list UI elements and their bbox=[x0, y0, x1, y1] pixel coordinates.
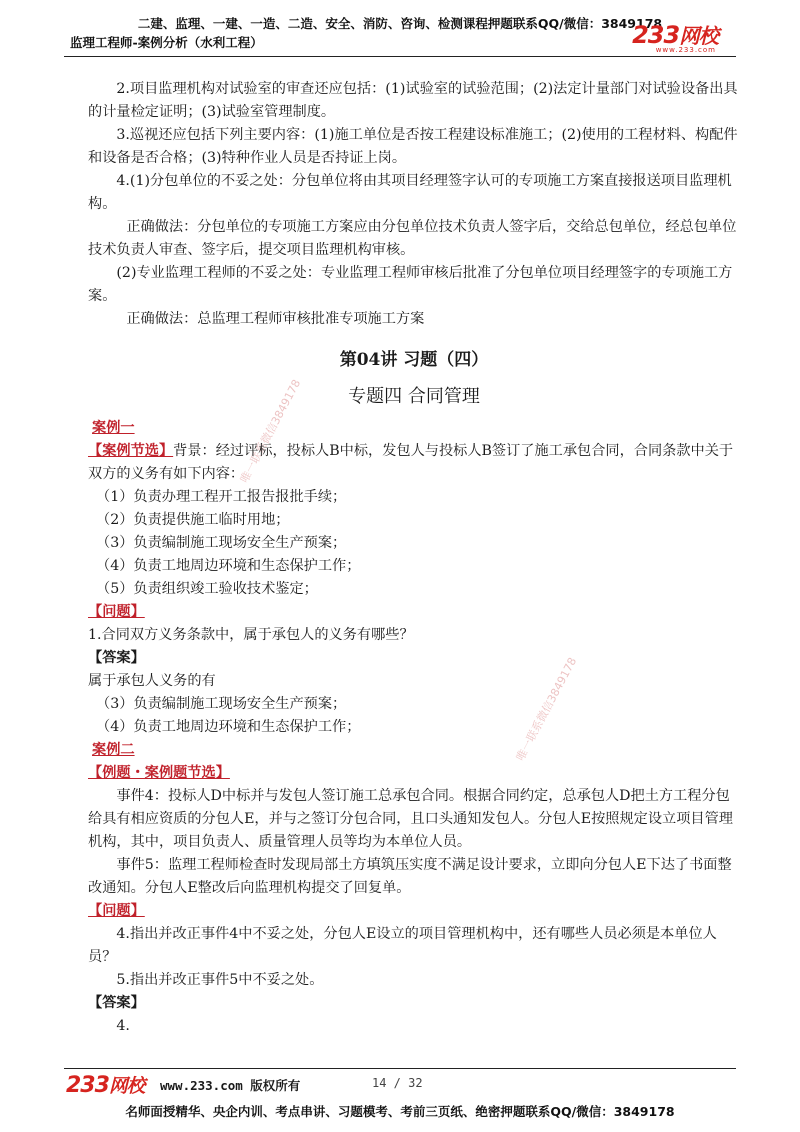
answer-tag: 【答案】 bbox=[88, 650, 145, 666]
case1-label: 案例一 bbox=[92, 420, 135, 436]
event-5: 事件5：监理工程师检查时发现局部土方填筑压实度不满足设计要求，立即向分包人E下达了书面整改通知。分包人E整改后向监理机构提交了回复单。 bbox=[88, 857, 732, 896]
footer-divider bbox=[64, 1068, 736, 1069]
page-number: 14 / 32 bbox=[372, 1076, 423, 1090]
paragraph: 正确做法：总监理工程师审核批准专项施工方案 bbox=[126, 311, 425, 327]
question-heading bbox=[88, 900, 740, 923]
question: 4.指出并改正事件4中不妥之处，分包人E设立的项目管理机构中，还有哪些人员必须是本单位人员？ bbox=[88, 926, 717, 965]
case2-tag-line bbox=[88, 762, 740, 785]
question-tag: 【问题】 bbox=[88, 604, 145, 620]
question-tag: 【问题】 bbox=[88, 903, 145, 919]
question-heading bbox=[88, 601, 740, 624]
question: 1.合同双方义务条款中，属于承包人的义务有哪些？ bbox=[88, 627, 414, 643]
watermark: 唯一联系微信3849178 bbox=[513, 655, 580, 764]
paragraph: (2)专业监理工程师的不妥之处：专业监理工程师审核后批准了分包单位项目经理签字的专项施工方案。 bbox=[88, 265, 733, 304]
answer: 4. bbox=[116, 1018, 130, 1034]
paragraph: 4.(1)分包单位的不妥之处：分包单位将由其项目经理签字认可的专项施工方案直接报送项目监理机构。 bbox=[88, 173, 732, 212]
doc-subtitle: 监理工程师-案例分析（水利工程） bbox=[70, 35, 263, 50]
case-label bbox=[88, 417, 740, 440]
lecture-title: 第04讲 习题（四） bbox=[339, 350, 489, 370]
footer-logo-text: 网校 bbox=[108, 1076, 145, 1097]
paragraph: 正确做法：分包单位的专项施工方案应由分包单位技术负责人签字后，交给总包单位，经总包单位技术负责人审查、签字后，提交项目监理机构审核。 bbox=[88, 219, 737, 258]
logo-number: 233 bbox=[632, 21, 680, 49]
watermark: 唯一联系微信3849178 bbox=[237, 377, 304, 486]
list-item: （5）负责组织竣工验收技术鉴定； bbox=[96, 581, 318, 597]
logo-text: 网校 bbox=[679, 24, 718, 48]
case1-tag: 【案例节选】 bbox=[88, 443, 174, 459]
case1-text: 背景：经过评标，投标人B中标，发包人与投标人B签订了施工承包合同，合同条款中关于双方的义务有如下内容： bbox=[88, 443, 734, 482]
case-label bbox=[88, 739, 740, 762]
footer-logo bbox=[66, 1071, 144, 1098]
header-divider bbox=[64, 56, 736, 57]
event-4: 事件4：投标人D中标并与发包人签订施工总承包合同。根据合同约定，总承包人D把土方工程分包给具有相应资质的分包人E，并与之签订分包合同，且口头通知发包人。分包人E按照规定设立项目管理机构，其中，项目负责人、质量管理人员等均为本单位人员。 bbox=[88, 788, 733, 850]
document-body bbox=[88, 78, 740, 1038]
footer-promo: 名师面授精华、央企内训、考点串讲、习题模考、考前三页纸、绝密押题联系QQ/微信：3849178 bbox=[125, 1104, 675, 1119]
list-item: （2）负责提供施工临时用地； bbox=[96, 512, 290, 528]
case2-tag: 【例题・案例题节选】 bbox=[88, 765, 230, 781]
paragraph: 2.项目监理机构对试验室的审查还应包括：(1)试验室的试验范围；(2)法定计量部门对试验设备出具的计量检定证明；(3)试验室管理制度。 bbox=[88, 81, 738, 120]
brand-logo bbox=[632, 20, 718, 49]
case1-background bbox=[88, 440, 740, 486]
list-item: （3）负责编制施工现场安全生产预案； bbox=[96, 535, 347, 551]
answer-intro: 属于承包人义务的有 bbox=[88, 673, 216, 689]
list-item: （4）负责工地周边环境和生态保护工作； bbox=[96, 719, 361, 735]
logo-url: www.233.com bbox=[655, 46, 716, 54]
paragraph: 3.巡视还应包括下列主要内容：(1)施工单位是否按工程建设标准施工；(2)使用的工程材料、构配件和设备是否合格；(3)特种作业人员是否持证上岗。 bbox=[88, 127, 738, 166]
footer-site: www.233.com 版权所有 bbox=[160, 1078, 301, 1093]
answer-tag: 【答案】 bbox=[88, 995, 145, 1011]
list-item: （1）负责办理工程开工报告报批手续； bbox=[96, 489, 347, 505]
list-item: （3）负责编制施工现场安全生产预案； bbox=[96, 696, 347, 712]
topic-title: 专题四 合同管理 bbox=[348, 386, 480, 407]
header-promo: 二建、监理、一建、一造、二造、安全、消防、咨询、检测课程押题联系QQ/微信：3849178 bbox=[137, 16, 663, 31]
list-item: （4）负责工地周边环境和生态保护工作； bbox=[96, 558, 361, 574]
case2-label: 案例二 bbox=[92, 742, 135, 758]
footer-logo-number: 233 bbox=[66, 1073, 109, 1098]
question: 5.指出并改正事件5中不妥之处。 bbox=[116, 972, 324, 988]
